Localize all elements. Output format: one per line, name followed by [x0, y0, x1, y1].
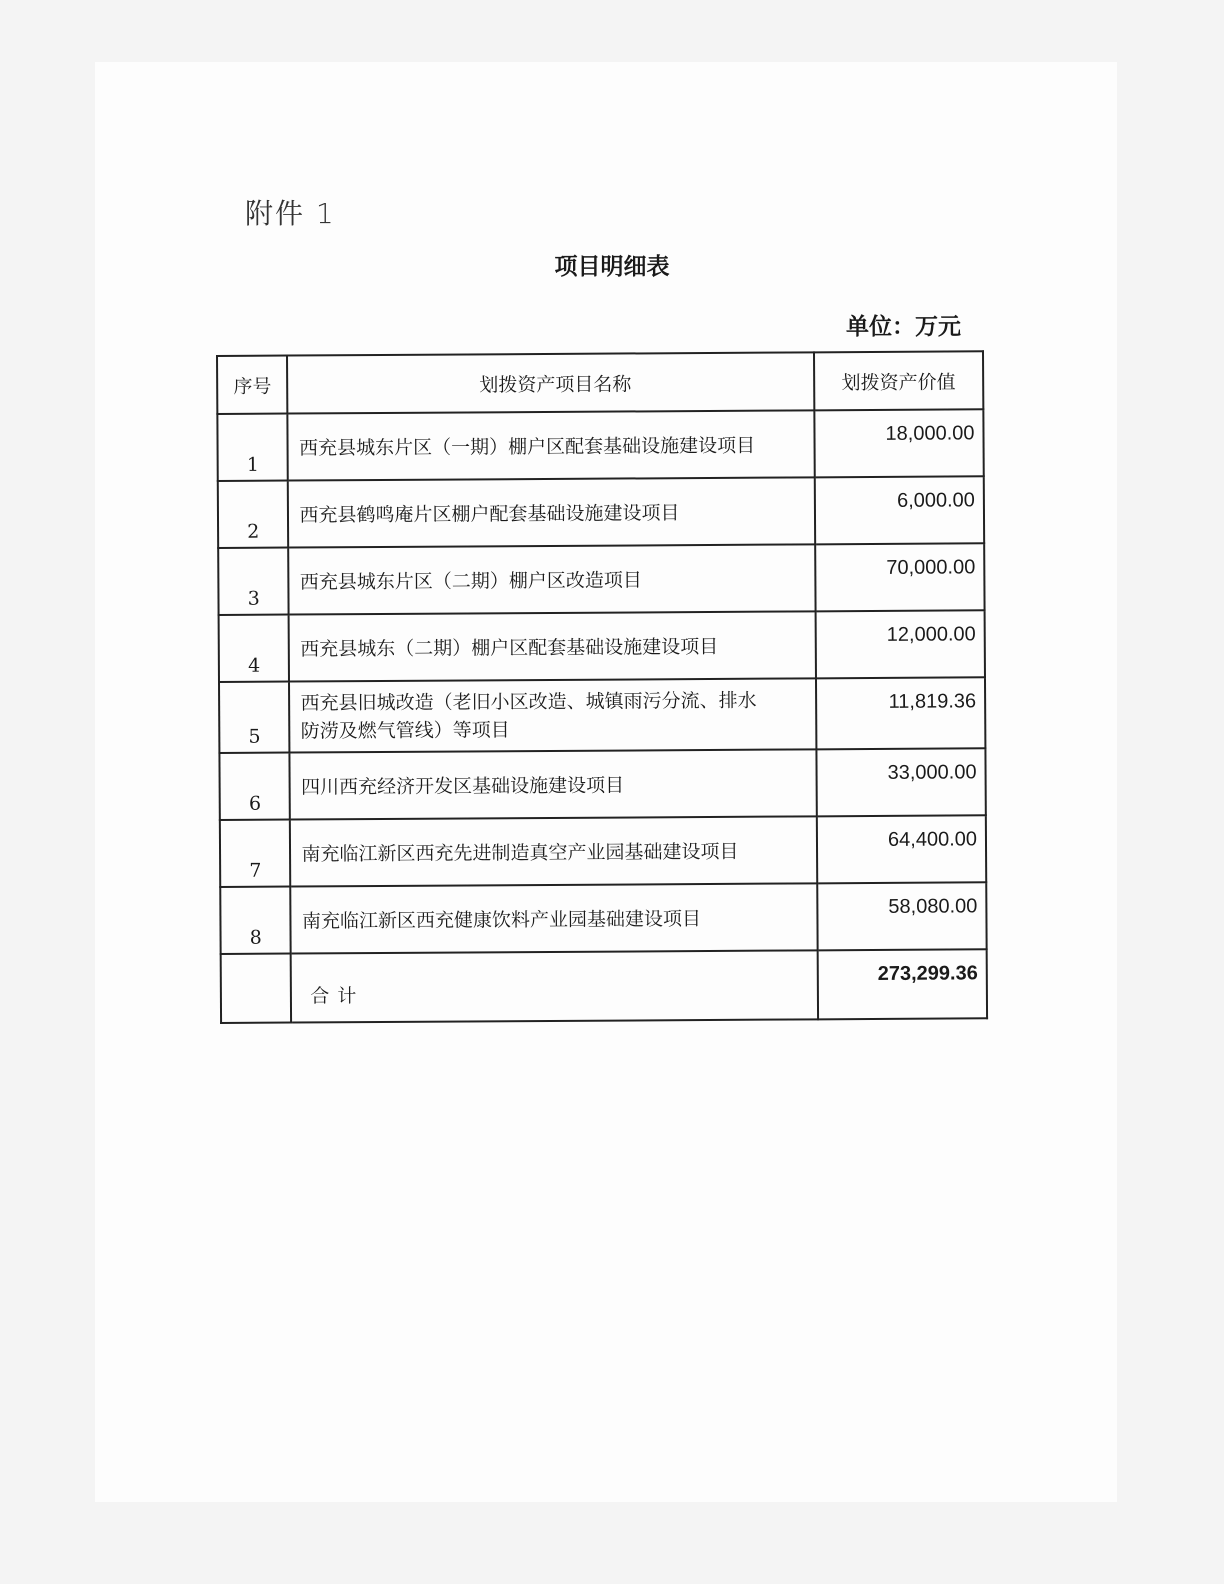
row-name: 西充县城东（二期）棚户区配套基础设施建设项目 [289, 611, 816, 681]
attachment-label: 附件 1 [245, 197, 336, 230]
document-title: 项目明细表 [554, 254, 670, 280]
header-no: 序号 [217, 356, 288, 414]
row-no: 2 [218, 481, 289, 548]
table-row [219, 748, 985, 820]
header-asset-value: 划拨资产价值 [814, 351, 984, 410]
row-value: 33,000.00 [816, 748, 986, 816]
table-row [218, 476, 984, 548]
row-no: 6 [219, 753, 290, 820]
row-no: 1 [217, 414, 288, 481]
row-name: 西充县城东片区（二期）棚户区改造项目 [289, 544, 816, 614]
row-name: 南充临江新区西充健康饮料产业园基础建设项目 [291, 883, 818, 953]
row-value: 18,000.00 [814, 409, 984, 477]
row-no: 8 [220, 887, 291, 954]
table-header-row [217, 351, 983, 414]
row-value: 58,080.00 [817, 882, 987, 950]
row-value: 64,400.00 [817, 815, 987, 883]
table-row [219, 610, 985, 682]
row-name-line-1: 西充县旧城改造（老旧小区改造、城镇雨污分流、排水 [300, 689, 757, 714]
total-no [221, 954, 292, 1023]
table-row [218, 543, 984, 615]
project-detail-table [216, 350, 988, 1024]
row-no: 7 [220, 820, 291, 887]
row-name [289, 678, 816, 752]
row-name: 四川西充经济开发区基础设施建设项目 [290, 749, 817, 819]
row-no: 4 [219, 615, 290, 682]
row-no: 5 [219, 682, 290, 753]
total-value: 273,299.36 [817, 949, 987, 1019]
row-value: 11,819.36 [816, 677, 986, 749]
row-no: 3 [218, 548, 289, 615]
row-name: 西充县鹤鸣庵片区棚户配套基础设施建设项目 [288, 477, 815, 547]
row-value: 12,000.00 [815, 610, 985, 678]
table-row [220, 815, 986, 887]
unit-label: 单位：万元 [846, 314, 961, 340]
row-value: 70,000.00 [815, 543, 985, 611]
table-row [220, 882, 986, 954]
total-label: 合计 [291, 950, 818, 1022]
table-row [217, 409, 983, 481]
table-row [219, 677, 985, 753]
row-name-line-2: 防涝及燃气管线）等项目 [300, 718, 510, 742]
header-project-name: 划拨资产项目名称 [287, 352, 814, 413]
total-row [221, 949, 987, 1023]
row-name: 西充县城东片区（一期）棚户区配套基础设施建设项目 [288, 410, 815, 480]
row-name: 南充临江新区西充先进制造真空产业园基础建设项目 [290, 816, 817, 886]
row-value: 6,000.00 [815, 476, 985, 544]
